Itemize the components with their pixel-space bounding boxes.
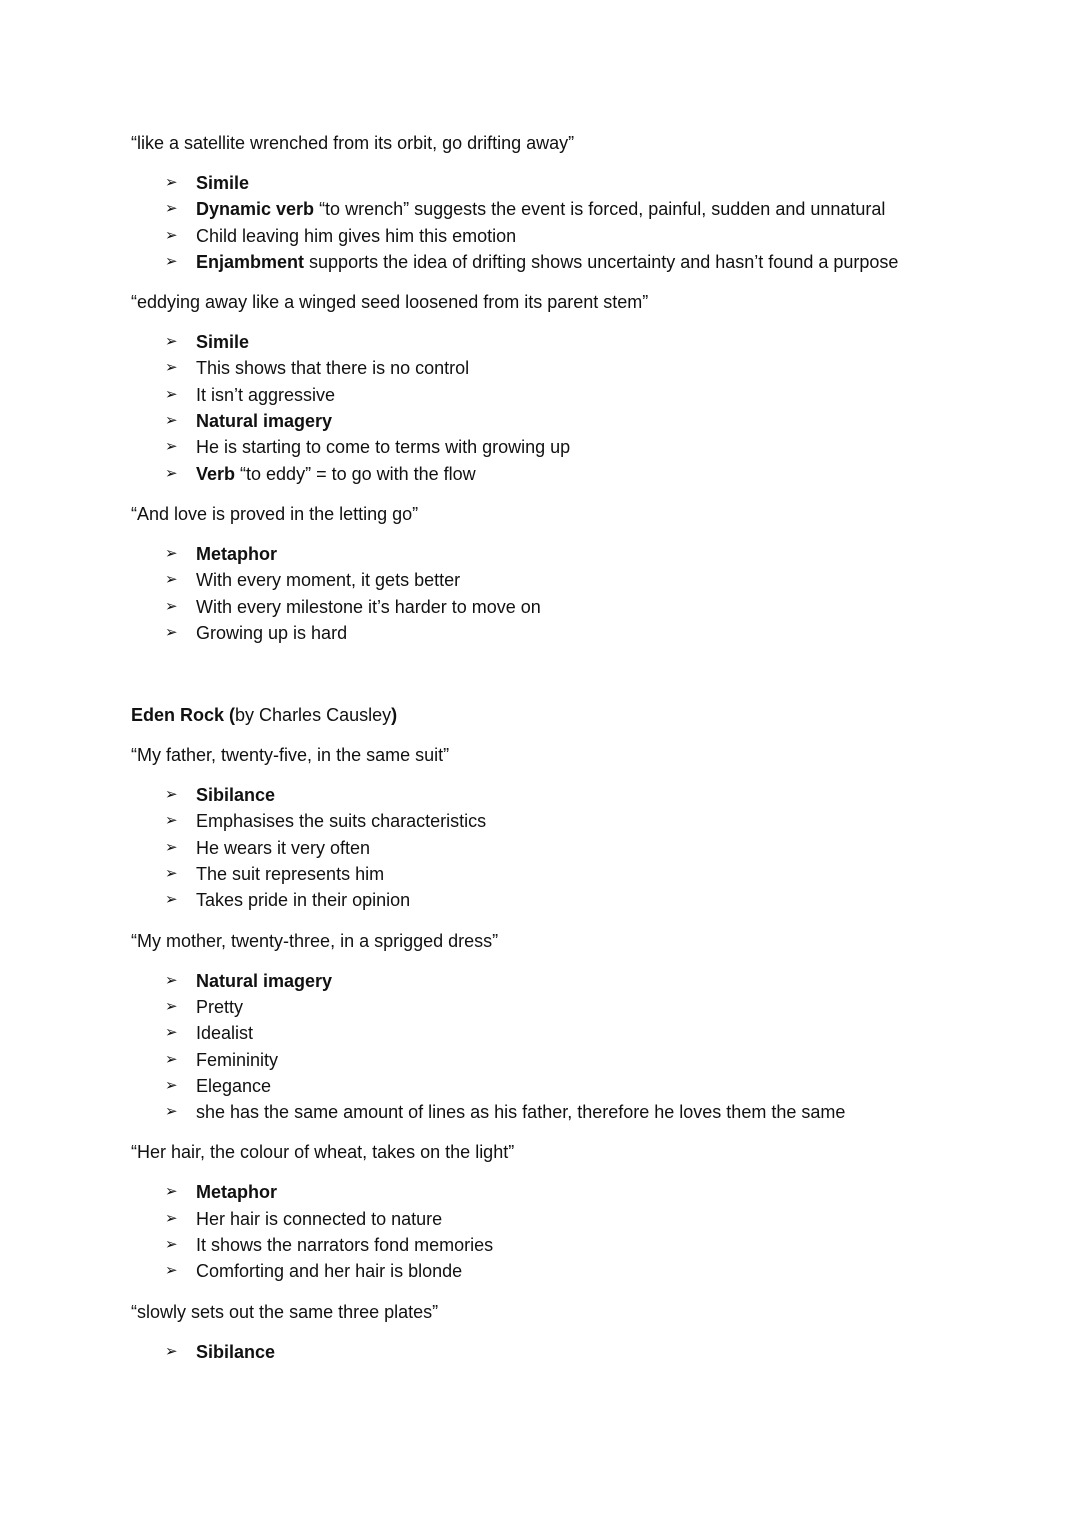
arrow-bullet-icon: ➢ <box>165 891 178 909</box>
bullet-text: With every moment, it gets better <box>196 570 461 591</box>
arrow-bullet-icon: ➢ <box>165 1262 178 1280</box>
bullet-item <box>165 620 1031 646</box>
bullet-text: Comforting and her hair is blonde <box>196 1261 463 1282</box>
quote-line: “My mother, twenty-three, in a sprigged dress” <box>131 930 499 951</box>
arrow-bullet-icon: ➢ <box>165 412 178 430</box>
arrow-bullet-icon: ➢ <box>165 464 178 482</box>
arrow-bullet-icon: ➢ <box>165 359 178 377</box>
bullet-item <box>165 1020 1031 1046</box>
bullet-text: Growing up is hard <box>196 622 348 643</box>
bullet-item <box>165 1073 1031 1099</box>
bullet-item <box>165 1206 1031 1232</box>
bullet-term: Natural imagery <box>196 970 333 991</box>
poem-one-notes <box>131 130 1031 646</box>
poem-title: Eden Rock <box>131 705 225 726</box>
heading-paren-close: ) <box>391 705 398 726</box>
bullet-term: Dynamic verb <box>196 199 315 220</box>
bullet-list <box>165 968 1031 1126</box>
bullet-term: Natural imagery <box>196 411 333 432</box>
bullet-text: It isn’t aggressive <box>196 384 336 405</box>
bullet-item <box>165 1232 1031 1258</box>
bullet-list <box>165 329 1031 487</box>
arrow-bullet-icon: ➢ <box>165 1024 178 1042</box>
quote-line: “like a satellite wrenched from its orbit, go drifting away” <box>131 133 575 153</box>
arrow-bullet-icon: ➢ <box>165 571 178 589</box>
quote-line: “eddying away like a winged seed loosened from its parent stem” <box>131 292 649 313</box>
arrow-bullet-icon: ➢ <box>165 971 178 989</box>
quote-line: “Her hair, the colour of wheat, takes on the light” <box>131 1142 515 1163</box>
quote-line: “slowly sets out the same three plates” <box>131 1301 439 1322</box>
arrow-bullet-icon: ➢ <box>165 252 178 270</box>
arrow-bullet-icon: ➢ <box>165 1209 178 1227</box>
bullet-item <box>165 541 1031 567</box>
bullet-text: Idealist <box>196 1023 254 1044</box>
bullet-item <box>165 1179 1031 1205</box>
bullet-item <box>165 170 1031 196</box>
bullet-text: Elegance <box>196 1075 272 1096</box>
bullet-text: He wears it very often <box>196 837 371 858</box>
arrow-bullet-icon: ➢ <box>165 1050 178 1068</box>
poem-two-notes <box>131 742 1031 1365</box>
document-page <box>131 130 1031 1379</box>
bullet-item <box>165 434 1031 460</box>
bullet-item <box>165 861 1031 887</box>
bullet-item <box>165 994 1031 1020</box>
bullet-text: The suit represents him <box>196 864 385 885</box>
bullet-text: With every milestone it’s harder to move on <box>196 596 541 617</box>
arrow-bullet-icon: ➢ <box>165 838 178 856</box>
arrow-bullet-icon: ➢ <box>165 1236 178 1254</box>
bullet-item <box>165 249 1031 275</box>
bullet-item <box>165 782 1031 808</box>
arrow-bullet-icon: ➢ <box>165 174 178 191</box>
bullet-text: This shows that there is no control <box>196 358 470 379</box>
bullet-item <box>165 355 1031 381</box>
arrow-bullet-icon: ➢ <box>165 1103 178 1121</box>
bullet-text: “to wrench” suggests the event is forced, painful, sudden and unnatural <box>314 199 886 220</box>
arrow-bullet-icon: ➢ <box>165 333 178 351</box>
arrow-bullet-icon: ➢ <box>165 865 178 883</box>
bullet-term: Simile <box>196 332 250 353</box>
arrow-bullet-icon: ➢ <box>165 1076 178 1094</box>
arrow-bullet-icon: ➢ <box>165 812 178 830</box>
arrow-bullet-icon: ➢ <box>165 997 178 1015</box>
quote-line: “My father, twenty-five, in the same suit” <box>131 745 450 766</box>
bullet-item <box>165 594 1031 620</box>
bullet-list <box>165 541 1031 646</box>
arrow-bullet-icon: ➢ <box>165 623 178 641</box>
arrow-bullet-icon: ➢ <box>165 786 178 804</box>
arrow-bullet-icon: ➢ <box>165 1342 178 1360</box>
bullet-item <box>165 1047 1031 1073</box>
bullet-text: Takes pride in their opinion <box>196 890 411 911</box>
bullet-item <box>165 887 1031 913</box>
bullet-item <box>165 1258 1031 1284</box>
arrow-bullet-icon: ➢ <box>165 1183 178 1201</box>
bullet-item <box>165 808 1031 834</box>
arrow-bullet-icon: ➢ <box>165 226 178 244</box>
bullet-item <box>165 968 1031 994</box>
bullet-text: Emphasises the suits characteristics <box>196 811 487 832</box>
arrow-bullet-icon: ➢ <box>165 385 178 403</box>
arrow-bullet-icon: ➢ <box>165 438 178 456</box>
bullet-term: Enjambment <box>196 251 305 272</box>
bullet-term: Sibilance <box>196 1341 276 1362</box>
bullet-text: Femininity <box>196 1049 279 1070</box>
bullet-list <box>165 1179 1031 1284</box>
heading-paren-open: ( <box>224 705 236 726</box>
bullet-list <box>165 1339 1031 1365</box>
arrow-bullet-icon: ➢ <box>165 544 178 562</box>
bullet-item <box>165 223 1031 249</box>
poem-author: by Charles Causley <box>235 705 392 726</box>
bullet-list <box>165 782 1031 913</box>
poem-heading <box>131 702 1031 728</box>
bullet-text: Pretty <box>196 996 244 1017</box>
bullet-list <box>165 170 1031 275</box>
bullet-text: she has the same amount of lines as his father, therefore he loves them the same <box>196 1102 846 1123</box>
bullet-item <box>165 567 1031 593</box>
bullet-text: “to eddy” = to go with the flow <box>235 463 476 484</box>
bullet-text: Child leaving him gives him this emotion <box>196 225 517 246</box>
arrow-bullet-icon: ➢ <box>165 200 178 218</box>
bullet-term: Verb <box>196 463 236 484</box>
bullet-item <box>165 408 1031 434</box>
bullet-term: Metaphor <box>196 543 277 564</box>
arrow-bullet-icon: ➢ <box>165 597 178 615</box>
bullet-item <box>165 1099 1031 1125</box>
bullet-text: supports the idea of drifting shows uncertainty and hasn’t found a purpose <box>304 251 899 272</box>
bullet-text: He is starting to come to terms with growing up <box>196 437 571 458</box>
bullet-item <box>165 1339 1031 1365</box>
bullet-item <box>165 835 1031 861</box>
bullet-item <box>165 461 1031 487</box>
bullet-text: It shows the narrators fond memories <box>196 1235 494 1256</box>
bullet-term: Sibilance <box>196 785 276 806</box>
bullet-term: Metaphor <box>196 1182 277 1203</box>
bullet-item <box>165 382 1031 408</box>
section-gap <box>131 660 1031 702</box>
bullet-text: Her hair is connected to nature <box>196 1208 443 1229</box>
bullet-term: Simile <box>196 173 250 193</box>
bullet-item <box>165 329 1031 355</box>
bullet-item <box>165 196 1031 222</box>
quote-line: “And love is proved in the letting go” <box>131 503 419 524</box>
